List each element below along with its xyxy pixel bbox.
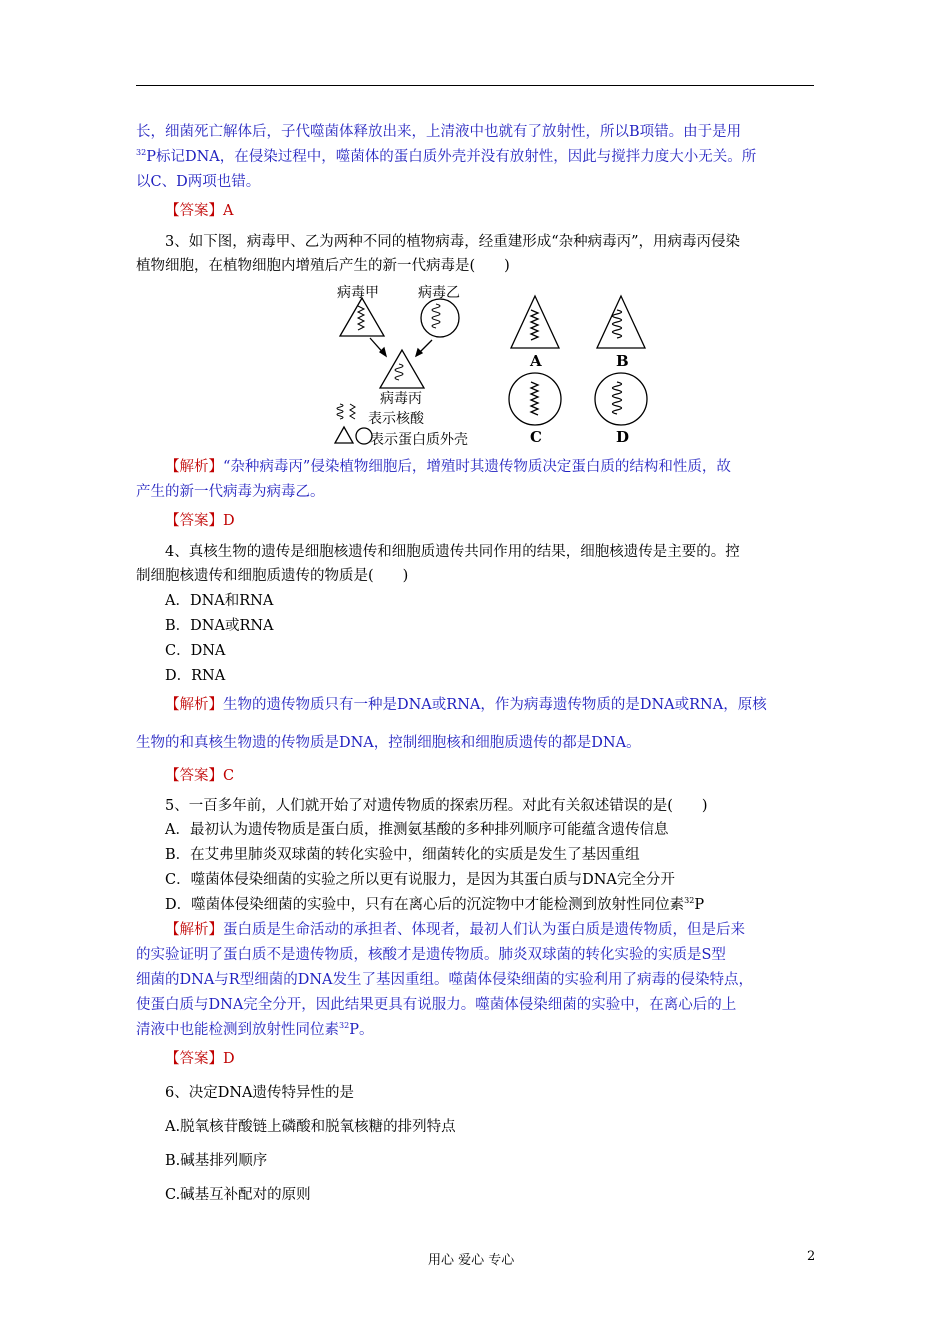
option-a-label: A [530, 352, 542, 370]
option-a-icon [511, 296, 559, 348]
question-5-line: 5、一百多年前，人们就开始了对遗传物质的探索历程。对此有关叙述错误的是( ) [165, 798, 708, 814]
coiled-nucleic-icon [432, 304, 440, 328]
paragraph-line: $^{32}$P标记DNA，在侵染过程中，噬菌体的蛋白质外壳并没有放射性，因此与搅拌力度大小无关。所 [136, 148, 757, 165]
option-d-label: D [616, 428, 630, 446]
virus-a-shell-icon [340, 298, 384, 336]
answer-line: 【答案】D [165, 1051, 235, 1067]
paragraph-line: 长，细菌死亡解体后，子代噬菌体释放出来，上清液中也就有了放射性，所以B项错。由于是用 [136, 124, 742, 140]
question-4-option: A．DNA和RNA [165, 593, 274, 609]
question-4-option: B．DNA或RNA [165, 618, 274, 634]
page-number: 2 [807, 1249, 816, 1264]
analysis-line: 清液中也能检测到放射性同位素$^{32}$P。 [136, 1021, 374, 1038]
legend-nucleic-label: 表示核酸 [368, 411, 424, 427]
virus-c-label: 病毒丙 [380, 391, 422, 407]
question-5-option: C．噬菌体侵染细菌的实验之所以更有说服力，是因为其蛋白质与DNA完全分开 [165, 872, 675, 888]
analysis-line: 【解析】生物的遗传物质只有一种是DNA或RNA，作为病毒遗传物质的是DNA或RNA，原核 [165, 697, 767, 713]
analysis-line: 产生的新一代病毒为病毒乙。 [136, 484, 325, 500]
question-5-option: A．最初认为遗传物质是蛋白质，推测氨基酸的多种排列顺序可能蕴含遗传信息 [165, 822, 669, 838]
option-b-label: B [616, 352, 629, 370]
answer-line: 【答案】C [165, 768, 235, 784]
straight-nucleic-icon [358, 306, 364, 330]
question-3-line: 植物细胞，在植物细胞内增殖后产生的新一代病毒是( ) [136, 258, 510, 274]
virus-a-label: 病毒甲 [337, 285, 379, 301]
question-5-option: D．噬菌体侵染细菌的实验中，只有在离心后的沉淀物中才能检测到放射性同位素$^{32}$P [165, 896, 705, 913]
footer-motto: 用心 爱心 专心 [428, 1253, 515, 1268]
question-6-option: A.脱氧核苷酸链上磷酸和脱氧核糖的排列特点 [165, 1119, 456, 1135]
legend-coil-icon [337, 404, 343, 419]
question-6-option: C.碱基互补配对的原则 [165, 1187, 311, 1203]
question-5-option: B．在艾弗里肺炎双球菌的转化实验中，细菌转化的实质是发生了基因重组 [165, 847, 640, 863]
analysis-line: 的实验证明了蛋白质不是遗传物质，核酸才是遗传物质。肺炎双球菌的转化实验的实质是S型 [136, 947, 726, 963]
question-3-line: 3、如下图，病毒甲、乙为两种不同的植物病毒，经重建形成“杂种病毒丙”，用病毒丙侵染 [165, 234, 741, 250]
analysis-line: 使蛋白质与DNA完全分开，因此结果更具有说服力。噬菌体侵染细菌的实验中，在离心后的上 [136, 997, 737, 1013]
question-4-line: 制细胞核遗传和细胞质遗传的物质是( ) [136, 568, 409, 584]
virus-b-shell-icon [421, 299, 459, 337]
legend-triangle-icon [335, 427, 353, 443]
option-b-icon [597, 296, 645, 348]
question-6-line: 6、决定DNA遗传特异性的是 [165, 1085, 355, 1101]
answer-line: 【答案】D [165, 513, 235, 529]
analysis-line: 【解析】蛋白质是生命活动的承担者、体现者，最初人们认为蛋白质是遗传物质，但是后来 [165, 922, 745, 938]
legend-protein-label: 表示蛋白质外壳 [370, 432, 468, 448]
analysis-line: 细菌的DNA与R型细菌的DNA发生了基因重组。噬菌体侵染细菌的实验利用了病毒的侵染特点， [136, 972, 753, 988]
header-rule [136, 85, 814, 86]
answer-line: 【答案】A [165, 203, 234, 219]
virus-b-label: 病毒乙 [418, 285, 460, 301]
option-c-icon [509, 373, 561, 425]
paragraph-line: 以C、D两项也错。 [136, 174, 261, 190]
question-4-option: C．DNA [165, 643, 226, 659]
analysis-line: 生物的和真核生物遗的传物质是DNA，控制细胞核和细胞质遗传的都是DNA。 [136, 735, 641, 751]
question-4-option: D．RNA [165, 668, 226, 684]
legend-zigzag-icon [350, 404, 355, 419]
analysis-line: 【解析】“杂种病毒丙”侵染植物细胞后，增殖时其遗传物质决定蛋白质的结构和性质，故 [165, 459, 731, 475]
option-c-label: C [530, 428, 542, 446]
question-4-line: 4、真核生物的遗传是细胞核遗传和细胞质遗传共同作用的结果，细胞核遗传是主要的。控 [165, 544, 740, 560]
question-6-option: B.碱基排列顺序 [165, 1153, 268, 1169]
